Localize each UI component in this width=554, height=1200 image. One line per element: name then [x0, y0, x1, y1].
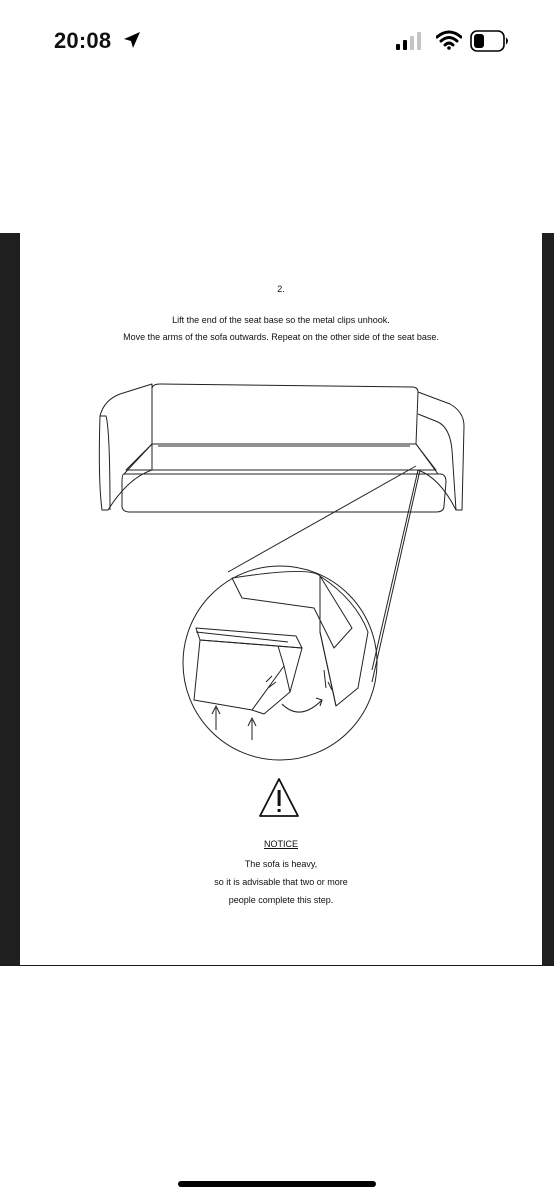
location-arrow-icon: [122, 30, 142, 55]
viewer-right-edge: [542, 233, 554, 966]
instruction-line-2: Move the arms of the sofa outwards. Repeat on the other side of the seat base.: [123, 332, 439, 342]
step-number: 2.: [277, 284, 285, 294]
sofa-clip-detail-illustration: [20, 370, 542, 770]
wifi-icon: [436, 30, 462, 55]
notice-line-3: people complete this step.: [228, 895, 334, 905]
viewer-left-edge: [0, 233, 20, 966]
status-bar: [0, 0, 554, 80]
notice-title: NOTICE: [263, 839, 298, 849]
notice-line-1: The sofa is heavy,: [244, 859, 318, 869]
notice-line-2: so it is advisable that two or more: [214, 877, 348, 887]
instruction-line-1: Lift the end of the seat base so the metal clips unhook.: [172, 315, 390, 325]
home-indicator[interactable]: [178, 1181, 376, 1187]
clock: 20:08: [54, 28, 112, 53]
battery-icon: [470, 30, 510, 57]
warning-triangle-icon: [257, 776, 301, 822]
page-divider: [0, 965, 554, 966]
cellular-signal-icon: [396, 32, 424, 55]
